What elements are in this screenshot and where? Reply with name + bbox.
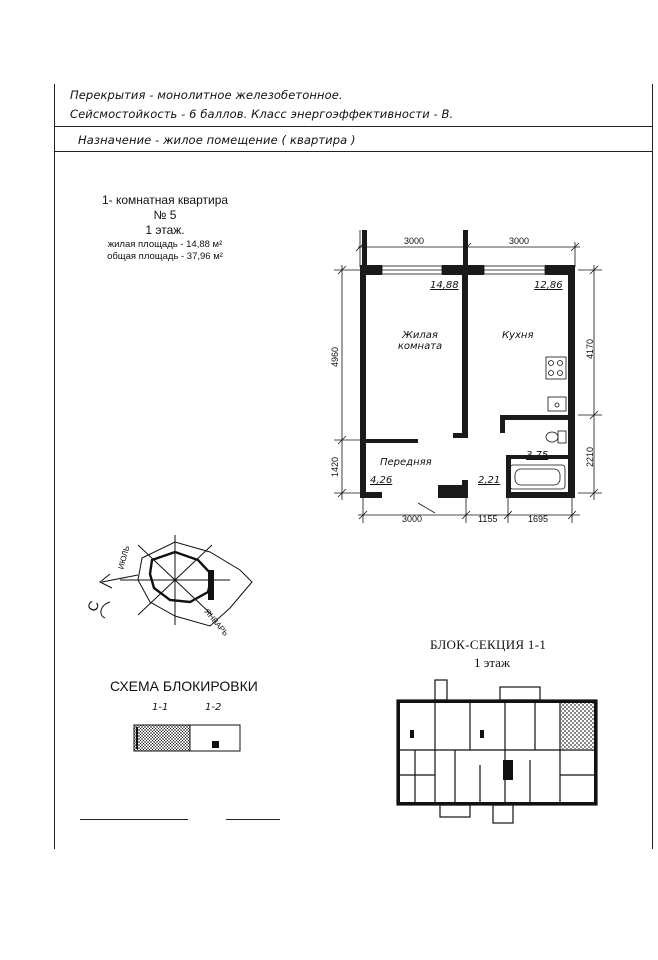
living-area-text: жилая площадь - 14,88 м² bbox=[107, 239, 223, 250]
room-hall-label: Передняя bbox=[380, 457, 432, 468]
frame-left-border bbox=[54, 84, 55, 849]
header-divider-1 bbox=[54, 126, 653, 127]
room-living-label bbox=[392, 330, 448, 352]
total-area-text: общая площадь - 37,96 м² bbox=[107, 251, 223, 262]
area-hall-value: 4,26 bbox=[370, 475, 393, 486]
room-kitchen-label: Кухня bbox=[502, 330, 534, 341]
dim-bottom-right: 1695 bbox=[528, 514, 549, 524]
compass-north-label: С bbox=[83, 598, 103, 614]
dim-right-lower: 2210 bbox=[585, 446, 596, 468]
apartment-floor: 1 этаж. bbox=[145, 223, 185, 237]
dim-left-upper: 4960 bbox=[330, 346, 341, 368]
area-wc bbox=[478, 475, 500, 486]
signature-line-2 bbox=[226, 819, 280, 820]
room-living-line1: Жилая bbox=[402, 330, 438, 341]
section-title: БЛОК-СЕКЦИЯ 1-1 bbox=[430, 637, 547, 652]
dim-right-upper: 4170 bbox=[585, 338, 596, 360]
area-bath bbox=[526, 450, 548, 461]
area-kitchen-value: 12,86 bbox=[534, 280, 563, 291]
header-line-1: Перекрытия - монолитное железобетонное. bbox=[70, 88, 343, 102]
header-line-2: Сейсмостойкость - 6 баллов. Класс энергоэффективности - B. bbox=[70, 107, 454, 121]
room-living-line2: комната bbox=[397, 341, 443, 352]
blocking-title: СХЕМА БЛОКИРОВКИ bbox=[110, 678, 258, 694]
compass-july-label: ИЮЛЬ bbox=[116, 544, 132, 571]
blocking-label-2: 1-2 bbox=[205, 702, 222, 713]
dim-top-right: 3000 bbox=[509, 236, 530, 246]
dim-top-left: 3000 bbox=[404, 236, 425, 246]
compass-january-label: ЯНВАРЬ bbox=[202, 607, 231, 638]
floor-plan bbox=[320, 225, 610, 535]
dim-bottom-mid: 1155 bbox=[478, 514, 498, 524]
wind-rose bbox=[80, 530, 270, 650]
area-bath-value: 3,75 bbox=[526, 450, 549, 461]
frame-right-border bbox=[652, 84, 653, 849]
area-living-value: 14,88 bbox=[430, 280, 459, 291]
area-wc-value: 2,21 bbox=[478, 475, 501, 486]
apartment-type: 1- комнатная квартира bbox=[101, 193, 229, 207]
area-hall bbox=[370, 475, 392, 486]
blocking-label-1: 1-1 bbox=[152, 702, 169, 713]
dim-left-lower: 1420 bbox=[330, 456, 341, 478]
header-divider-2 bbox=[54, 151, 653, 152]
apartment-info bbox=[80, 193, 250, 262]
signature-line-1 bbox=[80, 819, 188, 820]
apartment-number: № 5 bbox=[153, 208, 177, 222]
area-kitchen bbox=[534, 280, 563, 291]
header-line-3: Назначение - жилое помещение ( квартира ) bbox=[78, 133, 356, 147]
dim-bottom-left: 3000 bbox=[402, 514, 423, 524]
section-plan bbox=[385, 675, 610, 835]
area-living bbox=[430, 280, 459, 291]
section-floor: 1 этаж bbox=[474, 655, 510, 670]
blocking-scheme bbox=[130, 715, 245, 755]
